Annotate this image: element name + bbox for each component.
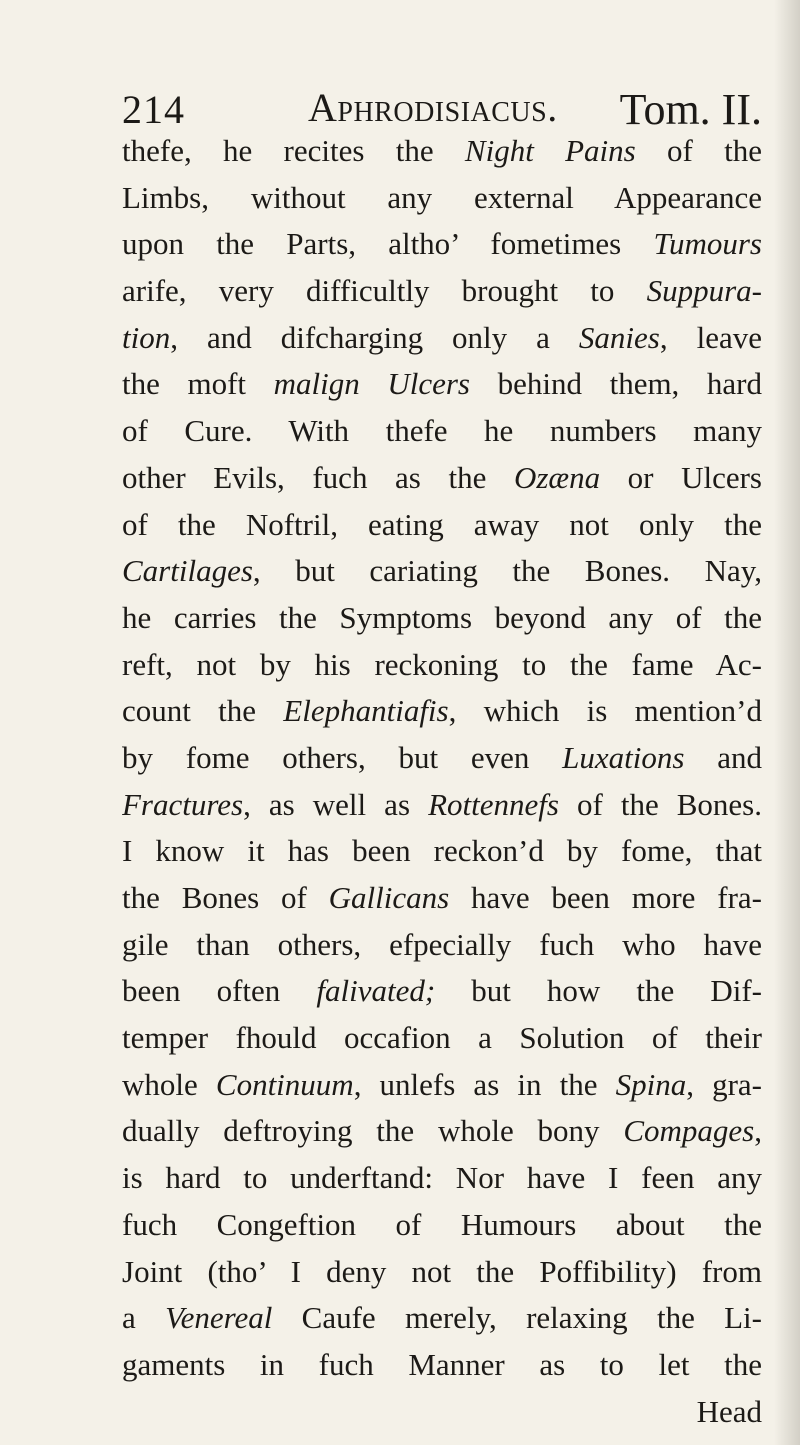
italic-term: Night Pains — [464, 133, 636, 168]
text-run: behind them, hard — [470, 366, 762, 402]
text-run: been often — [122, 973, 317, 1009]
text-line — [122, 922, 762, 969]
text-line — [122, 968, 762, 1015]
italic-term: Ozæna — [513, 459, 601, 495]
italic-term: tion — [122, 319, 171, 355]
page-edge-shadow — [774, 0, 800, 1445]
text-run: gile than others, efpecially fuch who have — [122, 926, 762, 962]
text-run: the Bones of — [122, 880, 329, 915]
text-line — [122, 548, 762, 595]
text-line — [122, 315, 762, 362]
text-run: the moft — [122, 366, 274, 402]
italic-term: Gallicans — [328, 880, 450, 915]
text-line — [122, 1342, 762, 1389]
text-line — [122, 1389, 762, 1436]
text-run: , unlefs as in the — [353, 1066, 616, 1102]
running-title: Aphrodisiacus. — [308, 85, 558, 130]
text-run: , as well as — [243, 786, 429, 822]
text-run: , leave — [659, 319, 762, 355]
text-line — [122, 1155, 762, 1202]
text-line — [122, 175, 762, 222]
text-line — [122, 408, 762, 455]
text-run: gaments in fuch Manner as to let the — [122, 1346, 762, 1382]
text-run: fuch Congeftion of Humours about the — [122, 1206, 762, 1242]
text-run: by fome others, but even — [122, 739, 563, 775]
text-run: of the Bones. — [558, 786, 762, 822]
text-line — [122, 828, 762, 875]
text-line — [122, 782, 762, 829]
text-run: have been more fra- — [449, 880, 762, 915]
text-run: Limbs, without any external Appearance — [122, 179, 762, 215]
text-line — [122, 642, 762, 689]
italic-term: Venereal — [165, 1300, 273, 1336]
text-line — [122, 595, 762, 642]
text-line — [122, 221, 762, 268]
italic-term: Sanies — [578, 319, 660, 355]
text-line — [122, 361, 762, 408]
text-run: dually deftroying the whole bony — [122, 1113, 624, 1149]
page-number: 214 — [122, 87, 185, 132]
italic-term: Luxations — [562, 739, 685, 775]
text-run: is hard to underftand: Nor have I feen any — [122, 1160, 762, 1196]
text-run: he carries the Symptoms beyond any of the — [122, 599, 762, 635]
text-run: of the — [635, 133, 762, 168]
italic-term: Cartilages — [122, 553, 253, 589]
text-run: a — [122, 1300, 166, 1336]
text-run: Joint (tho’ I deny not the Poffibility) from — [122, 1253, 762, 1289]
text-run: , gra- — [686, 1066, 762, 1102]
text-run: thefe, he recites the — [122, 133, 465, 168]
text-line — [122, 268, 762, 315]
text-line — [122, 502, 762, 549]
text-run: Head — [696, 1393, 762, 1429]
text-line — [122, 735, 762, 782]
text-run: but how the Dif- — [435, 973, 762, 1009]
text-run: and — [684, 739, 762, 775]
text-run: reft, not by his reckoning to the fame Ac- — [122, 646, 762, 682]
italic-term: Spina — [615, 1066, 687, 1102]
text-run: I know it has been reckon’d by fome, that — [122, 833, 762, 869]
text-line — [122, 1108, 762, 1155]
text-line — [122, 1249, 762, 1296]
italic-term: Elephantiafis — [283, 693, 449, 729]
body-text — [122, 128, 762, 1435]
text-run: other Evils, fuch as the — [122, 459, 514, 495]
text-run: arife, very difficultly brought to — [122, 273, 647, 309]
italic-term: Tumours — [653, 226, 762, 262]
volume-label: Tom. II. — [619, 85, 762, 134]
italic-term: falivated; — [316, 973, 436, 1009]
text-run: or Ulcers — [600, 459, 762, 495]
italic-term: Compages — [623, 1113, 755, 1149]
text-line — [122, 688, 762, 735]
text-run: temper fhould occafion a Solution of their — [122, 1020, 762, 1056]
text-line — [122, 455, 762, 502]
italic-term: Suppura- — [646, 273, 762, 309]
italic-term: malign Ulcers — [273, 366, 470, 402]
text-run: upon the Parts, altho’ fometimes — [122, 226, 654, 262]
text-run: whole — [122, 1066, 216, 1102]
text-line — [122, 875, 762, 922]
text-run: Caufe merely, relaxing the Li- — [272, 1300, 762, 1336]
text-run: of Cure. With thefe he numbers many — [122, 413, 762, 449]
text-run: , — [754, 1113, 762, 1149]
text-line — [122, 1062, 762, 1109]
text-run: , and difcharging only a — [170, 319, 579, 355]
text-run: , which is mention’d — [448, 693, 762, 729]
italic-term: Rottennefs — [428, 786, 559, 822]
italic-term: Continuum — [215, 1066, 354, 1102]
text-line — [122, 1295, 762, 1342]
text-run: count the — [122, 693, 284, 729]
text-line — [122, 128, 762, 175]
text-line — [122, 1015, 762, 1062]
text-run: of the Noftril, eating away not only the — [122, 506, 762, 542]
italic-term: Fractures — [122, 786, 244, 822]
text-line — [122, 1202, 762, 1249]
running-header — [122, 80, 762, 132]
text-run: , but cariating the Bones. Nay, — [252, 553, 762, 589]
